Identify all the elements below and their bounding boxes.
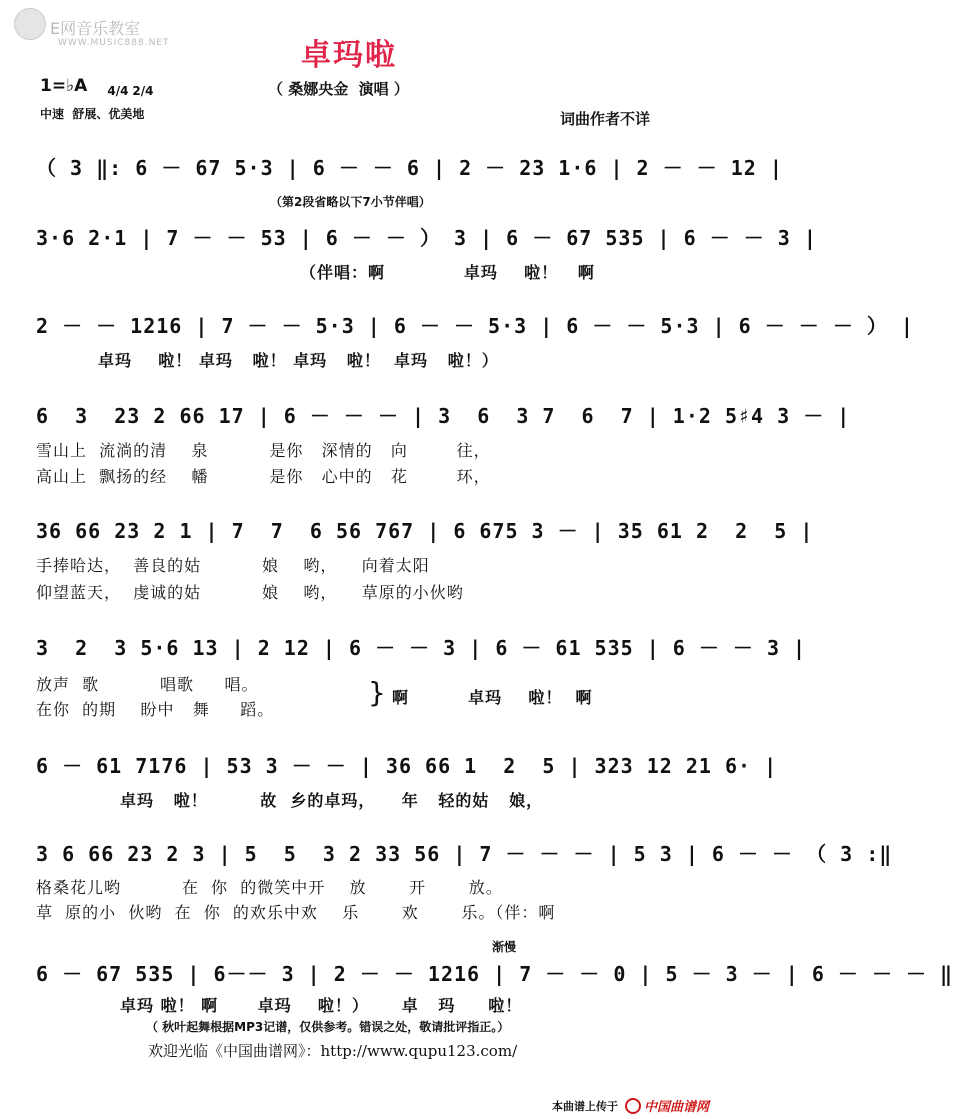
- brand-logo-icon: [625, 1098, 641, 1114]
- lyric-row-3: 卓玛 啦！ 卓玛 啦！ 卓玛 啦！ 卓玛 啦！）: [98, 351, 499, 370]
- time-sig-2-value: 2/4: [132, 84, 154, 98]
- time-signature-2: [124, 70, 153, 98]
- lyric-row-9: 卓玛 啦！ 啊 卓玛 啦！） 卓 玛 啦！: [120, 996, 523, 1015]
- notation-row-4: 6 3 23 2 66 17 | 6 － － － | 3 6 3 7 6 7 | 1·2 5♯4 3 － |: [36, 404, 851, 428]
- footnote: （ 秋叶起舞根据MP3记谱，仅供参考。错误之处，敬请批评指正。）: [146, 1020, 510, 1034]
- notation-row-5: 36 66 23 2 1 | 7 7 6 56 767 | 6 675 3 － | 35 61 2 2 5 |: [36, 519, 814, 543]
- notation-row-8: 3 6 66 23 2 3 | 5 5 3 2 33 56 | 7 － － － | 5 3 | 6 － － （ 3 :‖: [36, 842, 893, 866]
- watermark-url: WWW.MUSIC888.NET: [58, 38, 170, 48]
- lyric-row-5a: 手捧哈达， 善良的姑 娘 哟， 向着太阳: [36, 556, 430, 575]
- lyric-row-4b: 高山上 飘扬的经 幡 是你 心中的 花 环，: [36, 467, 491, 486]
- singer-line: （ 桑娜央金 演唱 ）: [268, 80, 409, 98]
- lyric-row-4a: 雪山上 流淌的清 泉 是你 深情的 向 往，: [36, 441, 491, 460]
- notation-row-7: 6 － 61 7176 | 53 3 － － | 36 66 1 2 5 | 323 12 21 6· |: [36, 754, 778, 778]
- page-title: 卓玛啦: [301, 38, 397, 73]
- notation-row-3: 2 － － 1216 | 7 － － 5·3 | 6 － － 5·3 | 6 － － 5·3 | 6 － － － ） |: [36, 314, 914, 338]
- notation-row-9: 6 － 67 535 | 6－－ 3 | 2 － － 1216 | 7 － － 0 | 5 － 3 － | 6 － － － ‖: [36, 962, 953, 986]
- upload-label: 本曲谱上传于: [552, 1100, 618, 1113]
- lyric-row-5b: 仰望蓝天， 虔诚的姑 娘 哟， 草原的小伙哟: [36, 583, 464, 602]
- annotation-row: （第2段省略以下7小节伴唱）: [270, 195, 431, 209]
- lyric-row-7: 卓玛 啦！ 故 乡的卓玛， 年 轻的姑 娘，: [120, 791, 544, 810]
- lyric-row-6-side: 啊 卓玛 啦！ 啊: [392, 688, 593, 707]
- tempo-marking: 中速 舒展、优美地: [40, 107, 145, 121]
- brace-symbol: }: [368, 676, 387, 709]
- key-label: 1=♭A: [40, 76, 88, 96]
- notation-row-2: 3·6 2·1 | 7 － － 53 | 6 － － ） 3 | 6 － 67 535 | 6 － － 3 |: [36, 226, 817, 250]
- lyric-row-6a: 放声 歌 唱歌 唱。: [36, 675, 259, 694]
- lyric-row-8a: 格桑花儿哟 在 你 的微笑中开 放 开 放。: [36, 878, 503, 897]
- brand-name: 中国曲谱网: [644, 1100, 710, 1115]
- notation-row-6: 3 2 3 5·6 13 | 2 12 | 6 － － 3 | 6 － 61 535 | 6 － － 3 |: [36, 636, 807, 660]
- notation-row-1: （ 3 ‖: 6 － 67 5·3 | 6 － － 6 | 2 － 23 1·6 | 2 － － 12 |: [36, 156, 783, 180]
- lyric-row-6b: 在你 的期 盼中 舞 蹈。: [36, 700, 275, 719]
- tempo-change-marking: 渐慢: [492, 940, 517, 954]
- lyric-row-2: （伴唱：啊 卓玛 啦！ 啊: [300, 263, 595, 282]
- time-sig-1-value: 4/4: [107, 84, 129, 98]
- welcome-line: 欢迎光临《中国曲谱网》：http://www.qupu123.com/: [148, 1042, 518, 1060]
- credits: 词曲作者不详: [560, 110, 651, 128]
- watermark-text: E网音乐教室: [50, 19, 141, 38]
- lyric-row-8b: 草 原的小 伙哟 在 你 的欢乐中欢 乐 欢 乐。（伴：啊: [36, 903, 556, 922]
- watermark-logo-icon: [14, 8, 46, 40]
